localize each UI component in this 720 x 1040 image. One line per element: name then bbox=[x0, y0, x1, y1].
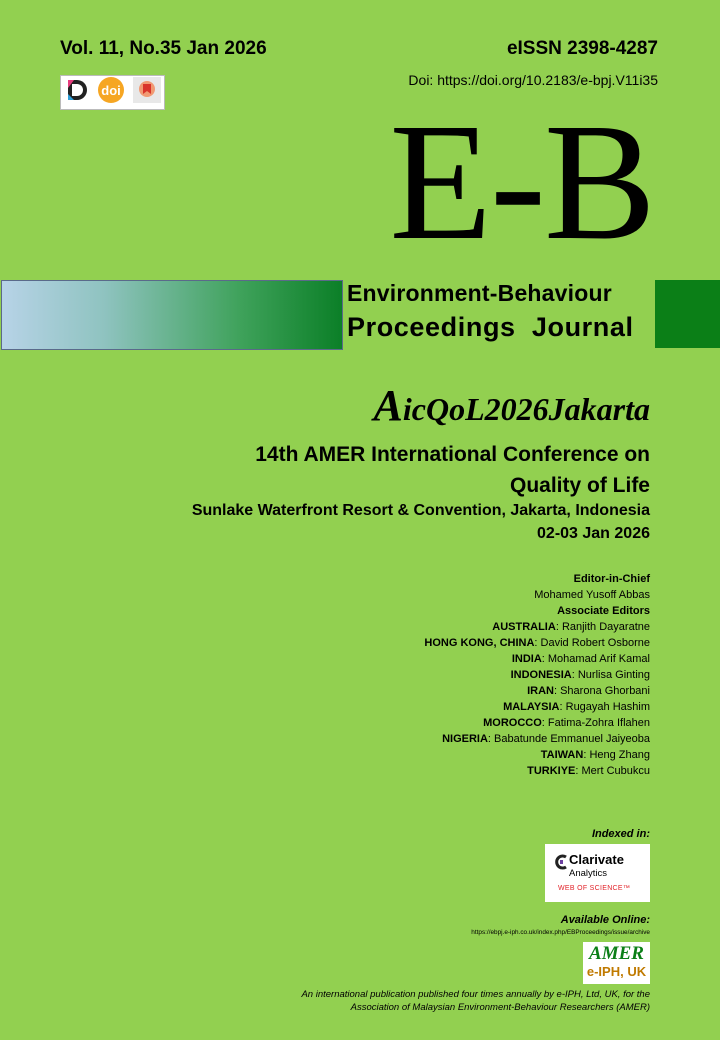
footer-line2: Association of Malaysian Environment-Behaviour Researchers (AMER) bbox=[350, 1002, 650, 1013]
editor-name: Heng Zhang bbox=[589, 749, 650, 761]
index-logos bbox=[60, 75, 165, 110]
amer-eiph-logo bbox=[583, 942, 650, 984]
conference-title-line1: 14th AMER International Conference on bbox=[255, 443, 650, 466]
conference-logo bbox=[374, 380, 650, 431]
associate-editor-row: HONG KONG, CHINA: David Robert Osborne bbox=[424, 637, 650, 649]
conference-venue: Sunlake Waterfront Resort & Convention, Jakarta, Indonesia bbox=[191, 502, 650, 519]
archive-url[interactable]: https://ebpj.e-iph.co.uk/index.php/EBProceedings/issue/archive bbox=[471, 929, 650, 936]
associate-editors-label: Associate Editors bbox=[557, 605, 650, 617]
editor-name: Mert Cubukcu bbox=[581, 765, 650, 777]
editor-country: TURKIYE bbox=[527, 765, 576, 777]
associate-editor-row: MALAYSIA: Rugayah Hashim bbox=[503, 701, 650, 713]
conference-dates: 02-03 Jan 2026 bbox=[537, 525, 650, 542]
editor-country: TAIWAN bbox=[540, 749, 584, 761]
editor-name: Sharona Ghorbani bbox=[560, 685, 650, 697]
clarivate-mark-icon bbox=[554, 854, 568, 875]
conference-logo-rest: icQoL2026Jakarta bbox=[402, 391, 650, 427]
editor-country: MALAYSIA bbox=[503, 701, 560, 713]
associate-editor-row: TAIWAN: Heng Zhang bbox=[540, 749, 650, 761]
associate-editor-row: IRAN: Sharona Ghorbani bbox=[527, 685, 650, 697]
associate-editor-row: AUSTRALIA: Ranjith Dayaratne bbox=[492, 621, 650, 633]
green-band bbox=[655, 280, 720, 348]
associate-editor-row: NIGERIA: Babatunde Emmanuel Jaiyeoba bbox=[442, 733, 650, 745]
conference-title-line2: Quality of Life bbox=[509, 474, 650, 497]
editor-name: Mohamad Arif Kamal bbox=[547, 653, 650, 665]
editor-name: David Robert Osborne bbox=[540, 637, 650, 649]
indexed-in-label: Indexed in: bbox=[591, 828, 650, 840]
doi-logo-text: doi bbox=[100, 83, 121, 98]
associate-editor-row: TURKIYE: Mert Cubukcu bbox=[527, 765, 650, 777]
gradient-band bbox=[1, 280, 343, 350]
editor-country: MOROCCO bbox=[483, 717, 542, 729]
associate-editor-row: MOROCCO: Fatima-Zohra Iflahen bbox=[483, 717, 650, 729]
editor-name: Rugayah Hashim bbox=[565, 701, 650, 713]
editor-country: AUSTRALIA bbox=[492, 621, 556, 633]
volume-issue: Vol. 11, No.35 Jan 2026 bbox=[60, 38, 267, 59]
amer-logo-text: AMER bbox=[589, 943, 644, 964]
editor-country: NIGERIA bbox=[442, 733, 488, 745]
editor-in-chief-label: Editor-in-Chief bbox=[573, 573, 650, 585]
editor-name: Babatunde Emmanuel Jaiyeoba bbox=[494, 733, 650, 745]
editor-name: Fatima-Zohra Iflahen bbox=[547, 717, 650, 729]
eiph-logo-text: e-IPH, UK bbox=[586, 964, 647, 979]
editor-country: INDONESIA bbox=[510, 669, 572, 681]
clarivate-subtitle: Analytics bbox=[569, 868, 608, 879]
editor-in-chief-name: Mohamed Yusoff Abbas bbox=[534, 589, 650, 601]
conference-logo-initial: A bbox=[373, 381, 403, 430]
eissn: eISSN 2398-4287 bbox=[506, 38, 658, 59]
clarivate-logo bbox=[545, 844, 650, 902]
clarivate-name: Clarivate bbox=[569, 852, 624, 867]
associate-editor-row: INDIA: Mohamad Arif Kamal bbox=[511, 653, 650, 665]
crossref-badge-icon bbox=[132, 76, 162, 109]
editor-country: HONG KONG, CHINA bbox=[424, 637, 535, 649]
publisher-footer bbox=[301, 988, 650, 1014]
associate-editor-row: INDONESIA: Nurlisa Ginting bbox=[510, 669, 650, 681]
doi-link[interactable]: Doi: https://doi.org/10.2183/e-bpj.V11i35 bbox=[408, 72, 658, 88]
editorial-board bbox=[424, 571, 650, 779]
editor-name: Nurlisa Ginting bbox=[577, 669, 650, 681]
footer-line1: An international publication published four times annually by e-IPH, Ltd, UK, for the bbox=[301, 989, 650, 1000]
editor-country: IRAN bbox=[527, 685, 554, 697]
journal-abbreviation: E-B bbox=[389, 89, 654, 275]
journal-name-line2: Proceedings Journal bbox=[347, 312, 634, 342]
editor-country: INDIA bbox=[511, 653, 542, 665]
dimensions-logo-icon bbox=[64, 77, 90, 108]
web-of-science-label: WEB OF SCIENCE™ bbox=[558, 885, 631, 892]
doi-logo-icon bbox=[95, 76, 127, 109]
editor-name: Ranjith Dayaratne bbox=[561, 621, 650, 633]
available-online-label: Available Online: bbox=[560, 914, 650, 926]
journal-name-line1: Environment-Behaviour bbox=[347, 280, 612, 306]
